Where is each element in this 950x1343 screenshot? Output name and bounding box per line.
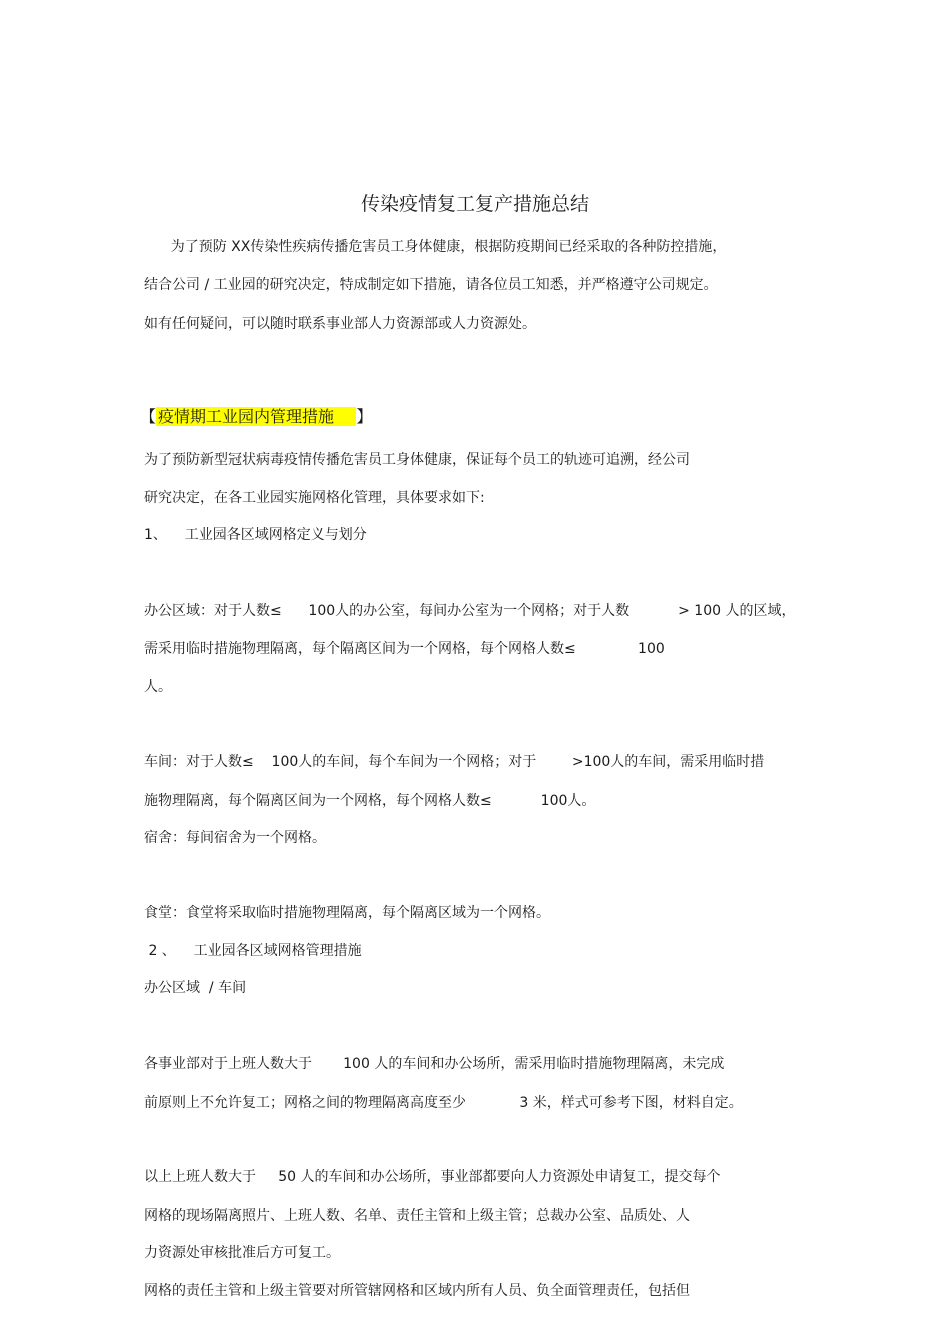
body-line: 网格的现场隔离照片、上班人数、名单、责任主管和上级主管；总裁办公室、品质处、人 [144,1208,690,1224]
body-line: 宿舍：每间宿舍为一个网格。 [144,830,326,846]
section-heading-text: 疫情期工业园内管理措施 [158,407,355,426]
intro-line: 结合公司 / 工业园的研究决定，特成制定如下措施，请各位员工知悉，并严格遵守公司规定。 [144,277,718,293]
body-line: 办公区域：对于人数≤ 100人的办公室，每间办公室为一个网格；对于人数 > 100 人的区域， [144,603,796,619]
list-item-heading: 1、 工业园各区域网格定义与划分 [144,527,367,543]
body-line: 施物理隔离，每个隔离区间为一个网格，每个网格人数≤ 100人。 [144,793,596,809]
body-line: 力资源处审核批准后方可复工。 [144,1245,340,1261]
body-line: 前原则上不允许复工；网格之间的物理隔离高度至少 3 米，样式可参考下图，材料自定。 [144,1095,743,1111]
heading-bracket-close: 】 [356,407,373,426]
list-item-heading: 2 、 工业园各区域网格管理措施 [144,943,362,959]
body-line: 车间：对于人数≤ 100人的车间，每个车间为一个网格；对于 >100人的车间，需采用临时措 [144,754,765,770]
body-line: 各事业部对于上班人数大于 100 人的车间和办公场所，需采用临时措施物理隔离，未完成 [144,1056,725,1072]
document-title: 传染疫情复工复产措施总结 [360,193,589,215]
body-line: 为了预防新型冠状病毒疫情传播危害员工身体健康，保证每个员工的轨迹可追溯，经公司 [144,452,690,468]
heading-bracket-open: 【 [140,407,157,426]
body-line: 办公区域 / 车间 [144,980,247,996]
body-line: 人。 [144,679,172,695]
intro-line: 如有任何疑问，可以随时联系事业部人力资源部或人力资源处。 [144,316,536,332]
body-line: 食堂：食堂将采取临时措施物理隔离，每个隔离区域为一个网格。 [144,905,550,921]
body-line: 网格的责任主管和上级主管要对所管辖网格和区域内所有人员、负全面管理责任，包括但 [144,1283,690,1299]
body-line: 以上上班人数大于 50 人的车间和办公场所，事业部都要向人力资源处申请复工，提交每个 [144,1169,721,1185]
body-line: 研究决定，在各工业园实施网格化管理，具体要求如下: [144,490,485,506]
body-line: 需采用临时措施物理隔离，每个隔离区间为一个网格，每个网格人数≤ 100 [144,641,665,657]
section-heading [140,407,372,427]
intro-line: 为了预防 XX传染性疾病传播危害员工身体健康，根据防疫期间已经采取的各种防控措施， [144,239,727,255]
